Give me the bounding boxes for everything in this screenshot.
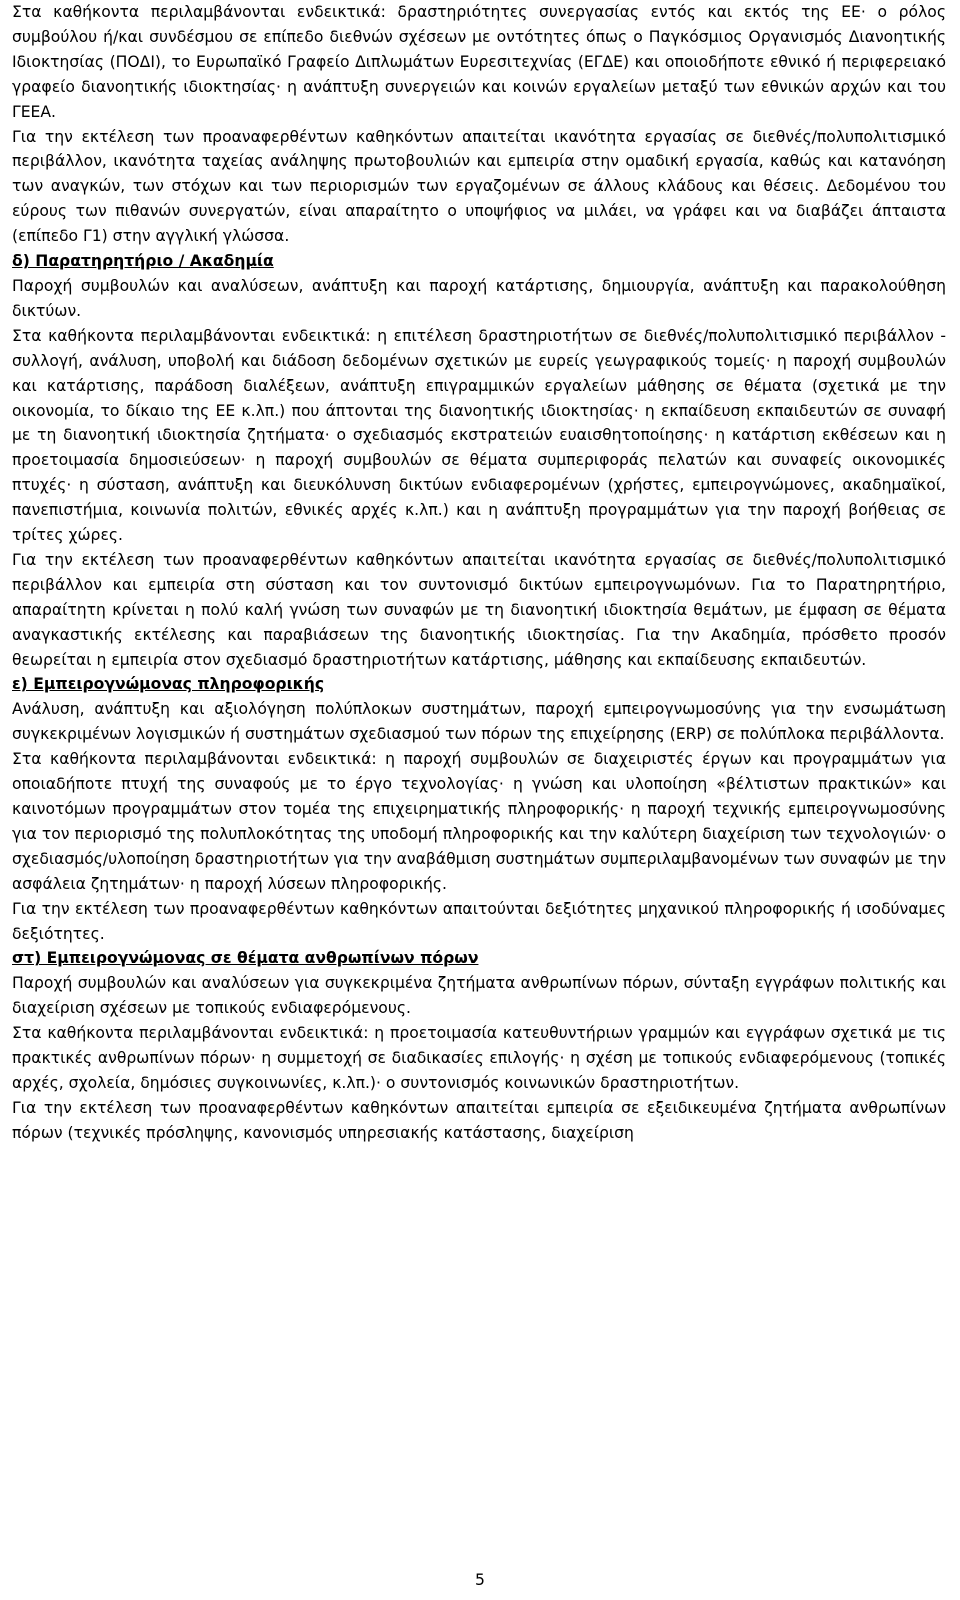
paragraph: Στα καθήκοντα περιλαμβάνονται ενδεικτικά: δραστηριότητες συνεργασίας εντός και εκτός της ΕΕ· ο ρόλος συμβούλου ή/και συνδέσμου σε επίπεδο διεθνών σχέσεων με οντότητες όπως ο Παγκόσμιος Οργανισμός Διανοητικής Ιδιοκτησίας (ΠΟΔΙ), το Ευρωπαϊκό Γραφείο Διπλωμάτων Ευρεσιτεχνίας (ΕΓΔΕ) και οποιοδήποτε εθνικό ή περιφερειακό γραφείο διανοητικής ιδιοκτησίας· η ανάπτυξη συνεργειών και κοινών εργαλείων μεταξύ των εθνικών αρχών και του ΓΕΕΑ.: [12, 3, 946, 121]
paragraph: Παροχή συμβουλών και αναλύσεων, ανάπτυξη και παροχή κατάρτισης, δημιουργία, ανάπτυξη και παρακολούθηση δικτύων.: [12, 276, 946, 320]
section-heading-text: δ) Παρατηρητήριο / Ακαδημία: [12, 252, 274, 271]
paragraph: Για την εκτέλεση των προαναφερθέντων καθηκόντων απαιτείται ικανότητα εργασίας σε διεθνές/πολυπολιτισμικό περιβάλλον, ικανότητα ταχείας ανάληψης πρωτοβουλιών και εμπειρία στην ομαδική εργασία, καθώς και κατανόηση των αναγκών, των στόχων και των περιορισμών των εργαζομένων σε άλλους κλάδους και θέσεις. Δεδομένου του εύρους των πιθανών συνεργατών, είναι απαραίτητο ο υποψήφιος να μιλάει, να γράφει και να διαβάζει άπταιστα (επίπεδο Γ1) στην αγγλική γλώσσα.: [12, 127, 946, 246]
paragraph: Για την εκτέλεση των προαναφερθέντων καθηκόντων απαιτείται εμπειρία σε εξειδικευμένα ζητήματα ανθρωπίνων πόρων (τεχνικές πρόσληψης, κανονισμός υπηρεσιακής κατάστασης, διαχείριση: [12, 1098, 946, 1142]
section-heading: [12, 672, 946, 697]
paragraph: Στα καθήκοντα περιλαμβάνονται ενδεικτικά: η επιτέλεση δραστηριοτήτων σε διεθνές/πολυπολιτισμικό περιβάλλον - συλλογή, ανάλυση, υποβολή και διάδοση δεδομένων σχετικών με ευρείς γεωγραφικούς τομείς· η παροχή συμβουλών και κατάρτισης, παράδοση διαλέξεων, ανάπτυξη επιγραμμικών εργαλείων μάθησης σε θέματα (σχετικά με την οικονομία, το δίκαιο της ΕΕ κ.λπ.) που άπτονται της διανοητικής ιδιοκτησίας· η εκπαίδευση εκπαιδευτών σε συναφή με τη διανοητική ιδιοκτησία ζητήματα· ο σχεδιασμός εκστρατειών ευαισθητοποίησης· η κατάρτιση εκθέσεων και η προετοιμασία δημοσιεύσεων· η παροχή συμβουλών σε θέματα συμπεριφοράς πελατών και συναφείς οικονομικές πτυχές· η σύσταση, ανάπτυξη και διευκόλυνση δικτύων ενδιαφερομένων (χρήστες, εμπειρογνώμονες, ακαδημαϊκοί, πανεπιστήμια, κοινωνία πολιτών, εθνικές αρχές κ.λπ.) και η ανάπτυξη προγραμμάτων για την παροχή βοήθειας σε τρίτες χώρες.: [12, 326, 946, 545]
paragraph: Στα καθήκοντα περιλαμβάνονται ενδεικτικά: η προετοιμασία κατευθυντήριων γραμμών και εγγράφων σχετικά με τις πρακτικές ανθρωπίνων πόρων· η συμμετοχή σε διαδικασίες επιλογής· η σχέση με τοπικούς ενδιαφερόμενους (τοπικές αρχές, σχολεία, δημόσιες συγκοινωνίες, κ.λπ.)· ο συντονισμός κοινωνικών δραστηριοτήτων.: [12, 1024, 946, 1092]
paragraph: Για την εκτέλεση των προαναφερθέντων καθηκόντων απαιτούνται δεξιότητες μηχανικού πληροφορικής ή ισοδύναμες δεξιότητες.: [12, 899, 946, 943]
paragraph: Παροχή συμβουλών και αναλύσεων για συγκεκριμένα ζητήματα ανθρωπίνων πόρων, σύνταξη εγγράφων πολιτικής και διαχείριση σχέσεων με τοπικούς ενδιαφερόμενους.: [12, 974, 946, 1018]
section-heading-text: στ) Εμπειρογνώμονας σε θέματα ανθρωπίνων πόρων: [12, 949, 479, 968]
paragraph: Στα καθήκοντα περιλαμβάνονται ενδεικτικά: η παροχή συμβουλών σε διαχειριστές έργων και προγραμμάτων για οποιαδήποτε πτυχή της συναφούς με το έργο τεχνολογίας· η γνώση και υλοποίηση «βέλτιστων πρακτικών» και καινοτόμων προγραμμάτων στον τομέα της επιχειρηματικής πληροφορικής· η παροχή τεχνικής εμπειρογνωμοσύνης για τον περιορισμό της πολυπλοκότητας της υποδομή πληροφορικής και την καλύτερη διαχείριση των τεχνολογιών· ο σχεδιασμός/υλοποίηση δραστηριοτήτων για την αναβάθμιση συστημάτων συμπεριλαμβανομένων των συναφών με την ασφάλεια ζητημάτων· η παροχή λύσεων πληροφορικής.: [12, 750, 946, 893]
section-heading-text: ε) Εμπειρογνώμονας πληροφορικής: [12, 675, 325, 694]
paragraph: Ανάλυση, ανάπτυξη και αξιολόγηση πολύπλοκων συστημάτων, παροχή εμπειρογνωμοσύνης για την ενσωμάτωση συγκεκριμένων λογισμικών ή συστημάτων σχεδιασμού των πόρων της επιχείρησης (ERP) σε πολύπλοκα περιβάλλοντα.: [12, 700, 946, 744]
paragraph: Για την εκτέλεση των προαναφερθέντων καθηκόντων απαιτείται ικανότητα εργασίας σε διεθνές/πολυπολιτισμικό περιβάλλον και εμπειρία στη σύσταση και τον συντονισμό δικτύων εμπειρογνωμόνων. Για το Παρατηρητήριο, απαραίτητη κρίνεται η πολύ καλή γνώση των συναφών με τη διανοητική ιδιοκτησία θεμάτων, με έμφαση σε θέματα αναγκαστικής εκτέλεσης και παραβιάσεων της διανοητικής ιδιοκτησίας. Για την Ακαδημία, πρόσθετο προσόν θεωρείται η εμπειρία στον σχεδιασμό δραστηριοτήτων κατάρτισης, μάθησης και εκπαίδευσης εκπαιδευτών.: [12, 550, 946, 669]
section-heading: [12, 249, 946, 274]
page-number: 5: [475, 1571, 485, 1589]
section-heading: [12, 946, 946, 971]
